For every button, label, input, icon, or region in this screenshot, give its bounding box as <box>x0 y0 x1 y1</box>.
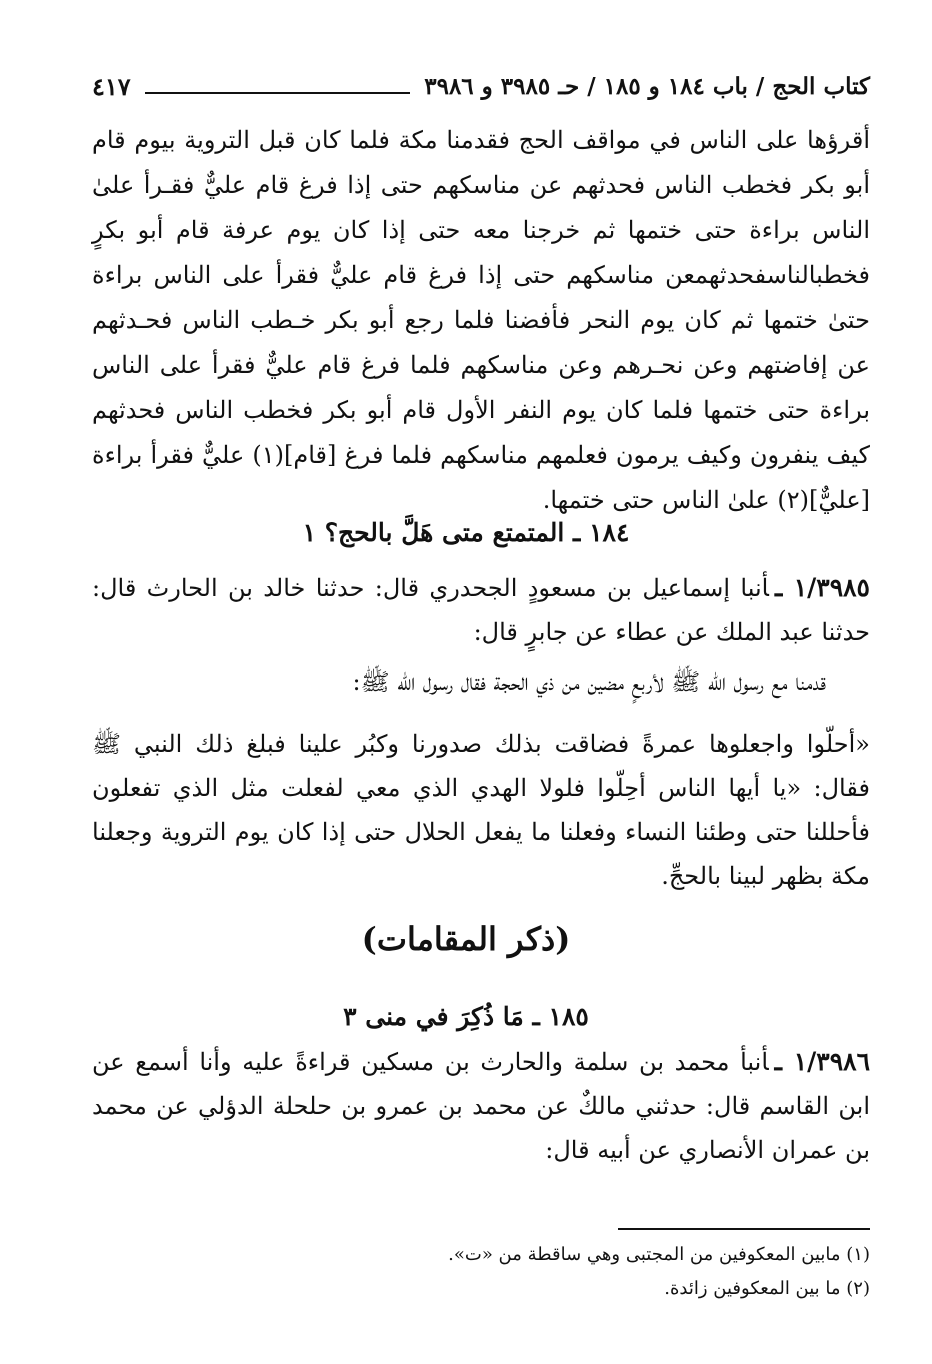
footnote-rule <box>618 1228 870 1230</box>
page-number: ٤١٧ <box>92 71 131 101</box>
hadith-3985-intro: قدمنا مع رسول الله ﷺ لأربعٍ مضين من ذي الحجة فقال رسول الله ﷺ: <box>352 668 826 696</box>
isnad-text: أنبا إسماعيل بن مسعودٍ الجحدري قال: حدثنا خالد بن الحارث قال: حدثنا عبد الملك عن عطاء عن جابرٍ قال: <box>92 574 870 646</box>
hadith-3985-text: «أحلّوا واجعلوها عمرةً فضاقت بذلك صدورنا وكبُر علينا فبلغ ذلك النبي ﷺ فقال: «يا أيها الناس أحِلّوا فلولا الهدي الذي معي لفعلت مثل الذي تفعلون فأحللنا حتى وطئنا النساء وفعلنا ما يفعل الحلال حتى إذا كان يوم التروية وجعلنا مكة بظهر لبينا بالحجِّ. <box>92 730 870 890</box>
hadith-number: ١/٣٩٨٦ ـ <box>774 1047 871 1076</box>
hadith-3986 <box>92 1040 870 1172</box>
running-header <box>92 66 870 106</box>
hadith-text: أنبأ محمد بن سلمة والحارث بن مسكين قراءةً عليه وأنا أسمع عن ابن القاسم قال: حدثني مالكٌ عن محمد بن عمرو بن حلحلة الدؤلي عن محمد بن عمران الأنصاري عن أبيه قال: <box>92 1048 871 1164</box>
header-rule <box>145 78 411 94</box>
chapter-title: كتاب الحج / باب ١٨٤ و ١٨٥ / حـ ٣٩٨٥ و ٣٩٨٦ <box>424 72 870 100</box>
footnote-1: (١) مابين المعكوفين من المجتبى وهي ساقطة من «ت». <box>448 1244 870 1265</box>
chapter-heading-184: ١٨٤ ـ المتمتع متى هَلَّ بالحج؟ ١ <box>302 518 630 547</box>
footnotes <box>92 1238 870 1306</box>
section-heading: (ذكر المقامات) <box>361 920 571 958</box>
chapter-heading-185: ١٨٥ ـ مَا ذُكِرَ في منى ٣ <box>343 1002 589 1031</box>
hadith-number: ١/٣٩٨٥ ـ <box>774 573 870 602</box>
hadith-3985-isnad <box>92 566 870 654</box>
continuation-paragraph: أقرؤها على الناس في مواقف الحج فقدمنا مكة فلما كان قبل التروية بيوم قام أبو بكر فخطب الناس فحدثهم عن مناسكهم حتى إذا فرغ قام عليٌّ فقـرأ علىٰ الناس براءة حتى ختمها ثم خرجنا معه حتى إذا كان يوم عرفة قام أبو بكرٍ فخطبالناسفحدثهمعن مناسكهم حتى إذا فرغ قام عليٌّ فقرأ على الناس براءة حتىٰ ختمها ثم كان يوم النحر فأفضنا فلما رجع أبو بكر خـطب الناس فحـدثهم عن إفاضتهم وعن نحـرهم وعن مناسكهم فلما فرغ قام عليٌّ فقرأ على الناس براءة حتى ختمها فلما كان يوم النفر الأول قام أبو بكر فخطب الناس فحدثهم كيف ينفرون وكيف يرمون فعلمهم مناسكهم فلما فرغ [قام](١) عليٌّ فقرأ براءة [عليٌّ](٢) علىٰ الناس حتى ختمها. <box>92 126 871 514</box>
footnote-2: (٢) ما بين المعكوفين زائدة. <box>664 1278 870 1299</box>
